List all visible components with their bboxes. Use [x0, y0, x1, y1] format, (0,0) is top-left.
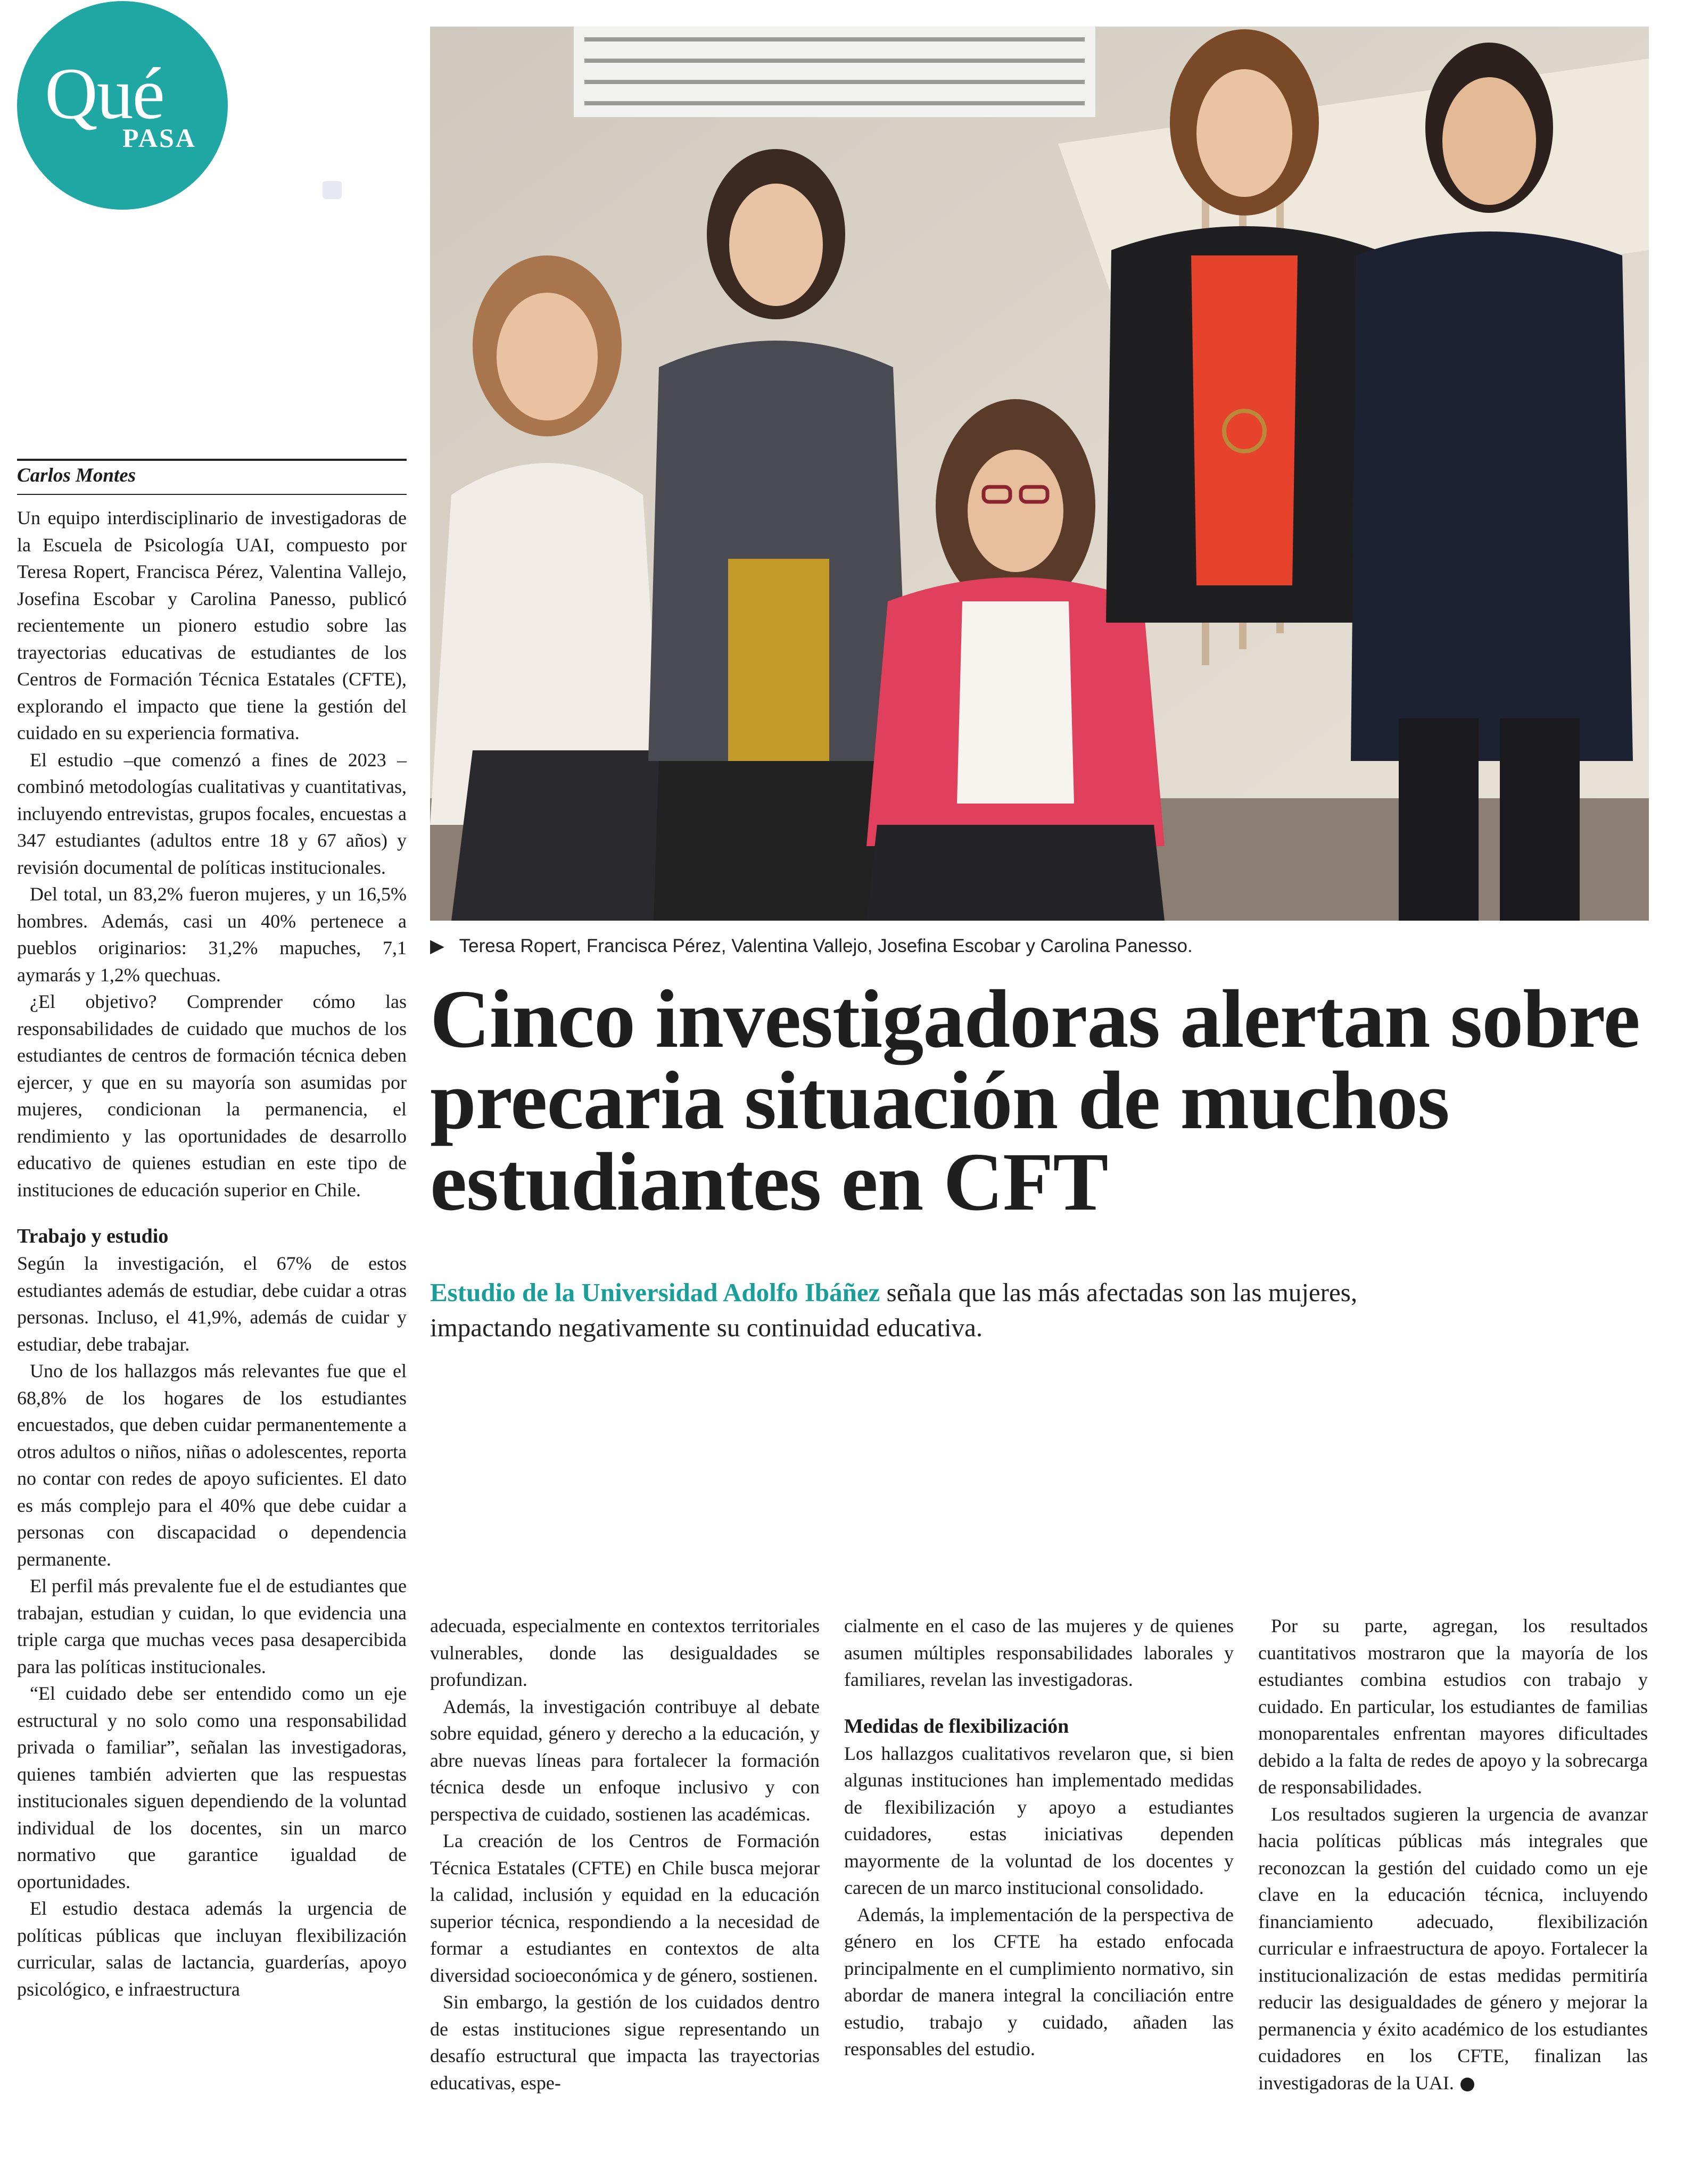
- paragraph: ¿El objetivo? Comprender cómo las responsabilidades de cuidado que muchos de los estudiantes de centros de formación técnica deben ejercer, y que en su mayoría son asumidas por mujeres, condicionan la permanencia, el rendimiento y las oportunidades de desarrollo educativo de quienes estudian en este tipo de instituciones de educación superior en Chile.: [17, 991, 407, 1201]
- paragraph: cialmente en el caso de las mujeres y de quienes asumen múltiples responsabilidades laborales y familiares, revelan las investigadoras.: [844, 1615, 1234, 1690]
- subheading-medidas: Medidas de flexibilización: [844, 1715, 1069, 1738]
- paragraph: El estudio –que comenzó a fines de 2023 – combinó metodologías cualitativas y cuantitativas, incluyendo entrevistas, grupos focales, encuestas a 347 estudiantes (adultos entre 18 y 67 años) y revisión documental de políticas institucionales.: [17, 749, 407, 878]
- headline: Cinco investigadoras alertan sobre precaria situación de muchos estudiantes en CFT: [430, 973, 1640, 1228]
- paragraph: Además, la investigación contribuye al debate sobre equidad, género y derecho a la educación, y abre nuevas líneas para fortalecer la formación técnica desde un enfoque inclusivo y con perspectiva de cuidado, sostienen las académicas.: [430, 1695, 820, 1825]
- annotation-marker-icon[interactable]: [323, 181, 342, 199]
- paragraph: Según la investigación, el 67% de estos estudiantes además de estudiar, debe cuidar a otras personas. Incluso, el 41,9%, además de cuidar y estudiar, debe trabajar.: [17, 1253, 407, 1355]
- author-rule-bottom: [17, 494, 407, 495]
- paragraph: Del total, un 83,2% fueron mujeres, y un 16,5% hombres. Además, casi un 40% pertenece a pueblos originarios: 31,2% mapuches, 7,1 aymarás y 1,2% quechuas.: [17, 883, 407, 986]
- paragraph: Por su parte, agregan, los resultados cuantitativos mostraron que la mayoría de los estudiantes combina estudios con trabajo y cuidado. En particular, los estudiantes de familias monoparentales enfrentan mayores dificultades debido a la falta de redes de apoyo y la sobrecarga de responsabilidades.: [1258, 1615, 1648, 1798]
- author-byline: Carlos Montes: [17, 465, 136, 486]
- end-mark-icon: [1460, 2078, 1474, 2091]
- author-rule-top: [17, 459, 407, 461]
- paragraph: Además, la implementación de la perspectiva de género en los CFTE ha estado enfocada principalmente en el cumplimiento normativo, sin abordar de manera integral la conciliación entre estudio, trabajo y cuidado, añaden las responsables del estudio.: [844, 1904, 1234, 2059]
- caption-arrow-icon: ▶: [430, 936, 444, 956]
- caption-text: Teresa Ropert, Francisca Pérez, Valentina Vallejo, Josefina Escobar y Carolina Panesso.: [459, 936, 1193, 956]
- column-4: [1258, 1612, 1648, 2096]
- logo-que-text: Qué: [45, 53, 164, 134]
- paragraph: Uno de los hallazgos más relevantes fue que el 68,8% de los hogares de los estudiantes encuestados, que deben cuidar permanentemente a otros adultos o niños, niñas o adolescentes, reporta no contar con redes de apoyo suficientes. El dato es más complejo para el 40% que debe cuidar a personas con discapacidad o dependencia permanente.: [17, 1360, 407, 1570]
- paragraph: adecuada, especialmente en contextos territoriales vulnerables, donde las desigualdades se profundizan.: [430, 1615, 820, 1690]
- deck-rest: señala que las más afectadas son las mujeres, impactando negativamente su continuidad educativa.: [430, 1278, 1358, 1342]
- paragraph: El perfil más prevalente fue el de estudiantes que trabajan, estudian y cuidan, lo que evidencia una triple carga que muchas veces pasa desapercibida para las políticas institucionales.: [17, 1575, 407, 1677]
- paragraph: La creación de los Centros de Formación Técnica Estatales (CFTE) en Chile busca mejorar la calidad, inclusión y equidad en la educación superior técnica, respondiendo a la necesidad de formar a estudiantes en contextos de alta diversidad socioeconómica y de género, sostienen.: [430, 1830, 820, 1986]
- column-1: [17, 504, 407, 2003]
- column-3: [844, 1612, 1234, 2063]
- deck-highlight: Estudio de la Universidad Adolfo Ibáñez: [430, 1278, 880, 1307]
- logo-pasa-text: PASA: [122, 123, 196, 153]
- final-paragraph-text: Los resultados sugieren la urgencia de avanzar hacia políticas públicas más integrales que reconozcan la gestión del cuidado como un eje clave en la educación técnica, incluyendo financiamiento adecuado, flexibilización curricular e infraestructura de apoyo. Fortalecer la institucionalización de estas medidas permitiría reducir las desigualdades de género y mejorar la permanencia y éxito académico de los estudiantes cuidadores en los CFTE, finalizan las investigadoras de la UAI.: [1258, 1803, 1648, 2094]
- deck: [430, 1275, 1441, 1345]
- photo-illustration: [430, 27, 1649, 921]
- que-pasa-logo: [17, 1, 228, 210]
- photo-caption: [430, 936, 1193, 957]
- paragraph: “El cuidado debe ser entendido como un eje estructural y no solo como una responsabilidad privada o familiar”, señalan las investigadoras, quienes también advierten que las respuestas institucionales siguen dependiendo de la voluntad individual de los docentes, sin un marco normativo que garantice igualdad de oportunidades.: [17, 1683, 407, 1892]
- paragraph: [1258, 1801, 1648, 2097]
- paragraph: Sin embargo, la gestión de los cuidados dentro de estas instituciones sigue representando un desafío estructural que impacta las trayectorias educativas, espe-: [430, 1991, 820, 2094]
- paragraph: Un equipo interdisciplinario de investigadoras de la Escuela de Psicología UAI, compuesto por Teresa Ropert, Francisca Pérez, Valentina Vallejo, Josefina Escobar y Carolina Panesso, publicó recientemente un pionero estudio sobre las trayectorias educativas de estudiantes de los Centros de Formación Técnica Estatales (CFTE), explorando el impacto que tiene la gestión del cuidado en su experiencia formativa.: [17, 507, 407, 743]
- column-2: [430, 1612, 820, 2096]
- paragraph: Los hallazgos cualitativos revelaron que, si bien algunas instituciones han implementado medidas de flexibilización y apoyo a estudiantes cuidadores, estas iniciativas dependen mayormente de la voluntad de los docentes y carecen de un marco institucional consolidado.: [844, 1742, 1234, 1898]
- paragraph: El estudio destaca además la urgencia de políticas públicas que incluyan flexibilización curricular, salas de lactancia, guarderías, apoyo psicológico, e infraestructura: [17, 1898, 407, 2000]
- researchers-photo: [430, 27, 1649, 921]
- subheading-trabajo: Trabajo y estudio: [17, 1225, 169, 1247]
